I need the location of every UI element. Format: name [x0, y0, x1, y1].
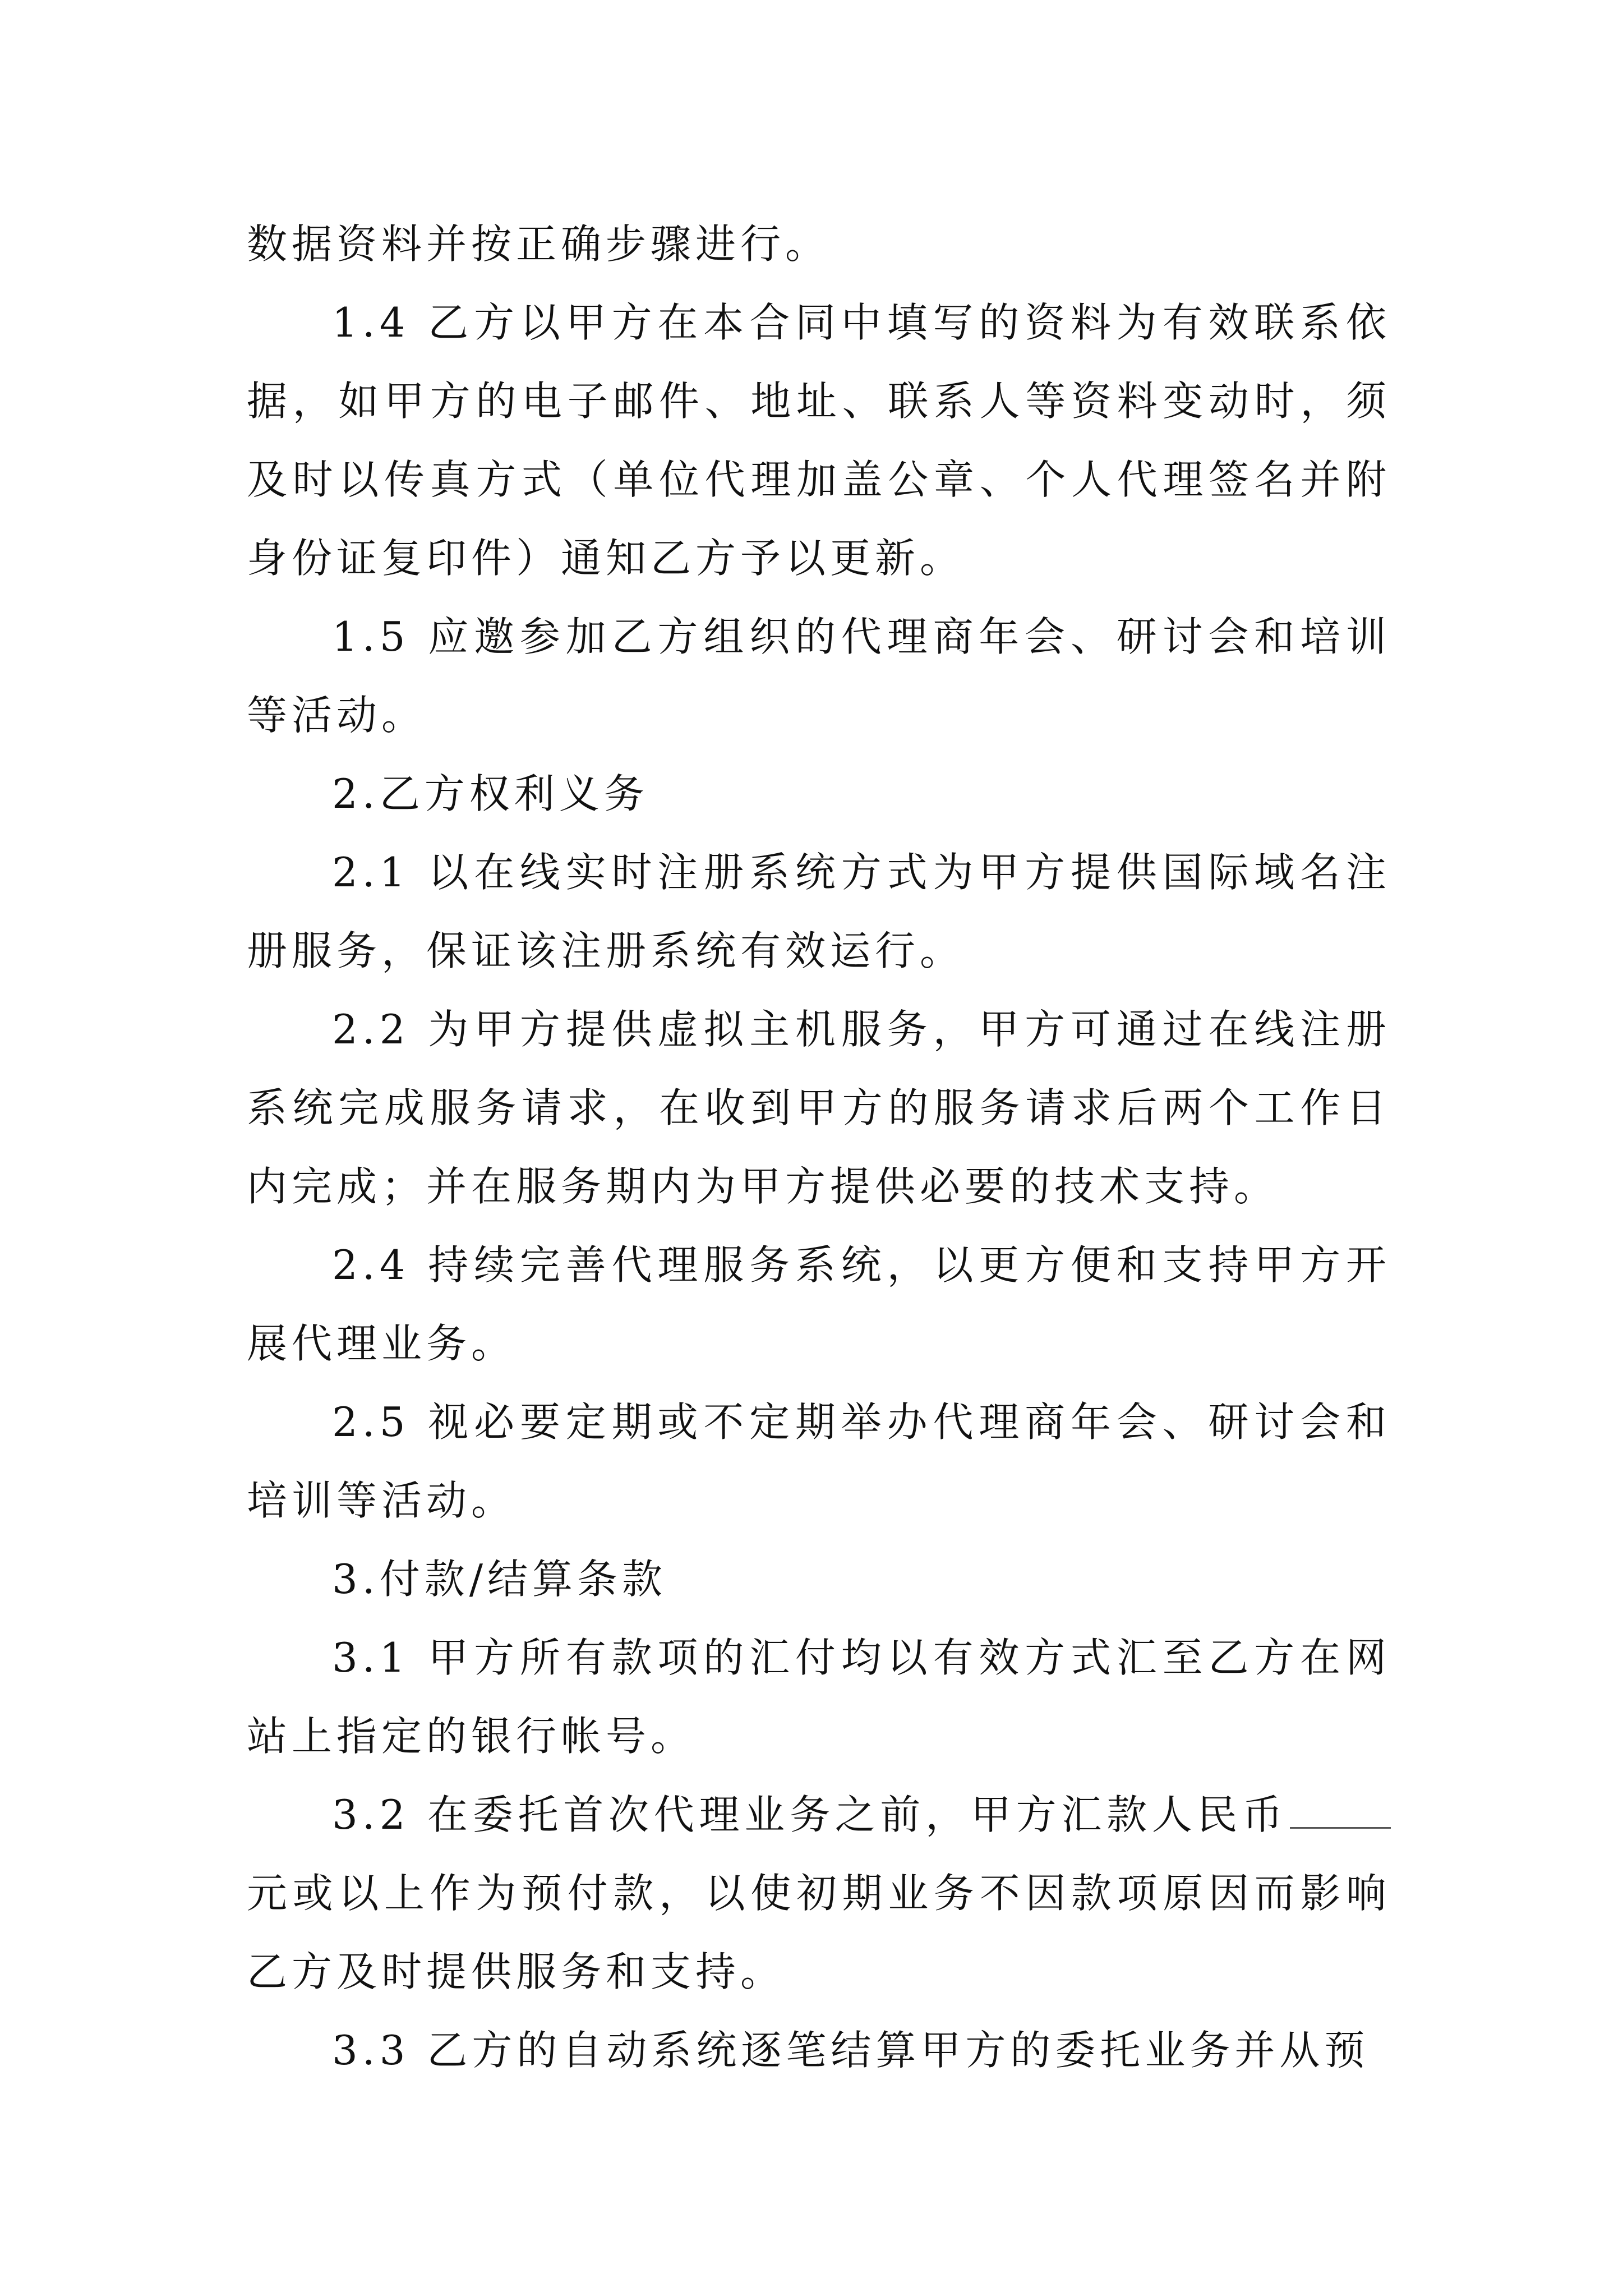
- paragraph-2-2: 2.2 为甲方提供虚拟主机服务，甲方可通过在线注册系统完成服务请求，在收到甲方的服务请求后两个工作日内完成；并在服务期内为甲方提供必要的技术支持。: [247, 1006, 1391, 1210]
- amount-blank-line: [1290, 1791, 1391, 1829]
- paragraph-1-4: 1.4 乙方以甲方在本合同中填写的资料为有效联系依据，如甲方的电子邮件、地址、联系人等资料变动时，须及时以传真方式（单位代理加盖公章、个人代理签名并附身份证复印件）通知乙方予以更新。: [247, 299, 1391, 582]
- paragraph-1-5: 1.5 应邀参加乙方组织的代理商年会、研讨会和培训等活动。: [247, 613, 1391, 739]
- paragraph-3-2-after: 元或以上作为预付款，以使初期业务不因款项原因而影响乙方及时提供服务和支持。: [247, 1870, 1391, 1995]
- paragraph-3-2-before: 3.2 在委托首次代理业务之前，甲方汇款人民币: [332, 1791, 1288, 1838]
- section-heading-2: 2.乙方权利义务: [332, 770, 649, 817]
- paragraph-3-3: 3.3 乙方的自动系统逐笔结算甲方的委托业务并从预: [332, 2027, 1370, 2074]
- paragraph-continuation: 数据资料并按正确步骤进行。: [247, 220, 831, 268]
- paragraph-2-5: 2.5 视必要定期或不定期举办代理商年会、研讨会和培训等活动。: [247, 1398, 1391, 1524]
- paragraph-2-1: 2.1 以在线实时注册系统方式为甲方提供国际域名注册服务，保证该注册系统有效运行。: [247, 849, 1391, 974]
- paragraph-2-4: 2.4 持续完善代理服务系统，以更方便和支持甲方开展代理业务。: [247, 1241, 1391, 1367]
- paragraph-3-1: 3.1 甲方所有款项的汇付均以有效方式汇至乙方在网站上指定的银行帐号。: [247, 1634, 1391, 1760]
- paragraph-3-2: [247, 1775, 1391, 2011]
- document-body: [247, 205, 1391, 2090]
- section-heading-3: 3.付款/结算条款: [332, 1556, 667, 1603]
